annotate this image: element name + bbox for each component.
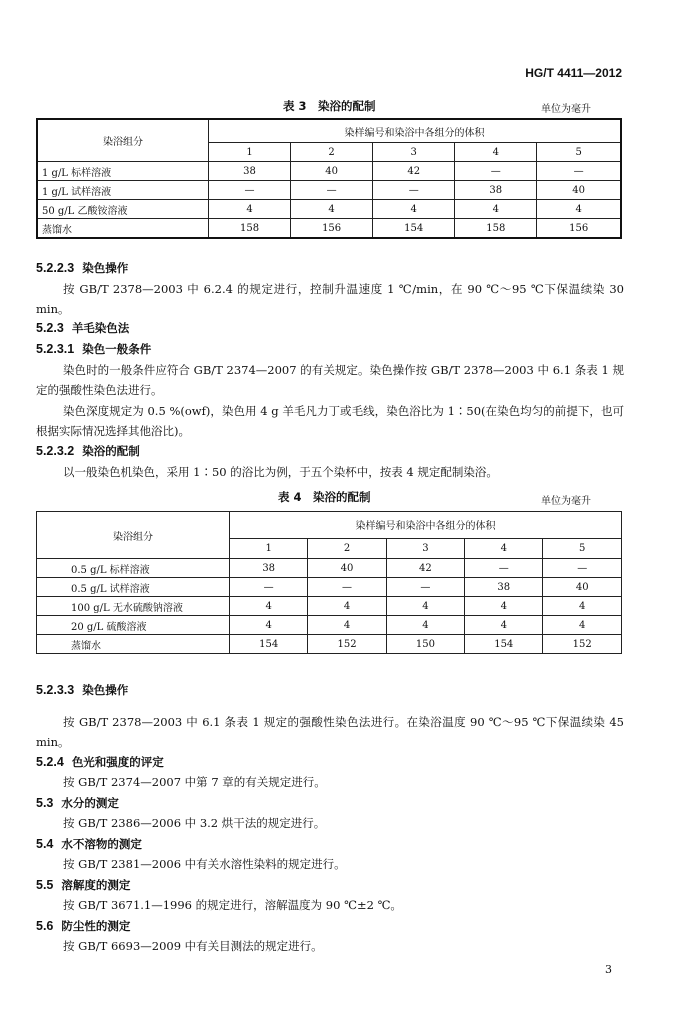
row-label: 1 g/L 标样溶液 bbox=[37, 162, 209, 181]
cell: 42 bbox=[386, 559, 464, 578]
cell: 4 bbox=[230, 616, 308, 635]
cell: 152 bbox=[308, 635, 386, 654]
paragraph: 按 GB/T 2378—2003 中 6.1 条表 1 规定的强酸性染色法进行。在染浴温度 90 ℃～95 ℃下保温续染 45 min。 bbox=[36, 715, 624, 749]
cell: 4 bbox=[373, 200, 455, 219]
section-number: 5.2.3.2 bbox=[36, 444, 75, 458]
cell: 38 bbox=[455, 181, 537, 200]
section-heading bbox=[36, 443, 140, 459]
section-number: 5.3 bbox=[36, 796, 54, 810]
section-title: 染浴的配制 bbox=[82, 444, 140, 458]
table-row bbox=[37, 200, 621, 219]
table-row bbox=[37, 219, 621, 239]
paragraph: 按 GB/T 3671.1—1996 的规定进行，溶解温度为 90 ℃±2 ℃。 bbox=[63, 898, 402, 912]
section-heading bbox=[36, 341, 151, 357]
table3-col-3: 3 bbox=[373, 143, 455, 162]
cell: 158 bbox=[209, 219, 291, 239]
cell: 158 bbox=[455, 219, 537, 239]
cell: — bbox=[291, 181, 373, 200]
cell: 152 bbox=[543, 635, 622, 654]
section-number: 5.2.4 bbox=[36, 755, 64, 769]
row-label: 0.5 g/L 试样溶液 bbox=[37, 578, 230, 597]
table4-group-header: 染样编号和染浴中各组分的体积 bbox=[230, 512, 622, 539]
section-number: 5.2.3 bbox=[36, 321, 64, 335]
section-heading bbox=[36, 260, 128, 276]
cell: 4 bbox=[465, 597, 543, 616]
section-title: 水不溶物的测定 bbox=[61, 837, 142, 851]
table3-unit: 单位为毫升 bbox=[541, 104, 591, 115]
table-row bbox=[37, 181, 621, 200]
cell: — bbox=[230, 578, 308, 597]
table4-unit: 单位为毫升 bbox=[541, 496, 591, 507]
section-number: 5.2.3.1 bbox=[36, 342, 75, 356]
section-heading bbox=[36, 754, 164, 770]
cell: 42 bbox=[373, 162, 455, 181]
cell: 38 bbox=[230, 559, 308, 578]
paragraph: 按 GB/T 6693—2009 中有关目测法的规定进行。 bbox=[63, 939, 323, 953]
cell: — bbox=[209, 181, 291, 200]
table-row bbox=[37, 559, 622, 578]
cell: — bbox=[386, 578, 464, 597]
cell: 4 bbox=[386, 597, 464, 616]
row-label: 20 g/L 硫酸溶液 bbox=[37, 616, 230, 635]
table3 bbox=[36, 118, 622, 239]
cell: 154 bbox=[465, 635, 543, 654]
paragraph: 按 GB/T 2386—2006 中 3.2 烘干法的规定进行。 bbox=[63, 816, 326, 830]
cell: — bbox=[455, 162, 537, 181]
table4-col-2: 2 bbox=[308, 538, 386, 558]
row-label: 蒸馏水 bbox=[37, 219, 209, 239]
section-title: 溶解度的测定 bbox=[61, 878, 131, 892]
paragraph: 按 GB/T 2381—2006 中有关水溶性染料的规定进行。 bbox=[63, 857, 346, 871]
section-number: 5.6 bbox=[36, 919, 54, 933]
table3-caption: 表 3 染浴的配制 bbox=[283, 99, 376, 113]
cell: 4 bbox=[455, 200, 537, 219]
table4-col-3: 3 bbox=[386, 538, 464, 558]
section-title: 染色操作 bbox=[82, 261, 129, 275]
table3-col-2: 2 bbox=[291, 143, 373, 162]
cell: 150 bbox=[386, 635, 464, 654]
table-row bbox=[37, 597, 622, 616]
section-heading bbox=[36, 877, 130, 893]
standard-code-header: HG/T 4411—2012 bbox=[525, 66, 622, 80]
paragraph: 以一般染色机染色，采用 1∶50 的浴比为例，于五个染杯中，按表 4 规定配制染浴。 bbox=[63, 465, 498, 479]
cell: 38 bbox=[209, 162, 291, 181]
section-heading bbox=[36, 320, 129, 336]
table4-row-header: 染浴组分 bbox=[37, 512, 230, 559]
section-title: 水分的测定 bbox=[61, 796, 119, 810]
paragraph: 染色深度规定为 0.5 %(owf)，染色用 4 g 羊毛凡力丁或毛线，染色浴比为 1∶50(在染色均匀的前提下，也可根据实际情况选择其他浴比)。 bbox=[36, 404, 624, 438]
section-number: 5.2.3.3 bbox=[36, 683, 75, 697]
section-title: 羊毛染色法 bbox=[71, 321, 130, 335]
cell: 156 bbox=[537, 219, 621, 239]
section-number: 5.5 bbox=[36, 878, 54, 892]
cell: 154 bbox=[230, 635, 308, 654]
cell: 4 bbox=[308, 616, 386, 635]
cell: 38 bbox=[465, 578, 543, 597]
cell: 40 bbox=[543, 578, 622, 597]
cell: 4 bbox=[543, 597, 622, 616]
cell: 4 bbox=[291, 200, 373, 219]
cell: — bbox=[373, 181, 455, 200]
cell: 40 bbox=[308, 559, 386, 578]
section-title: 色光和强度的评定 bbox=[71, 755, 164, 769]
table4 bbox=[36, 511, 622, 654]
cell: 40 bbox=[537, 181, 621, 200]
table3-group-header: 染样编号和染浴中各组分的体积 bbox=[209, 119, 622, 143]
cell: 40 bbox=[291, 162, 373, 181]
table3-row-header: 染浴组分 bbox=[37, 119, 209, 162]
paragraph: 按 GB/T 2378—2003 中 6.2.4 的规定进行，控制升温速度 1 ℃/min，在 90 ℃～95 ℃下保温续染 30 min。 bbox=[36, 282, 624, 316]
cell: 4 bbox=[209, 200, 291, 219]
table-row bbox=[37, 616, 622, 635]
section-number: 5.4 bbox=[36, 837, 54, 851]
row-label: 100 g/L 无水硫酸钠溶液 bbox=[37, 597, 230, 616]
table4-col-1: 1 bbox=[230, 538, 308, 558]
cell: — bbox=[543, 559, 622, 578]
cell: — bbox=[465, 559, 543, 578]
section-title: 染色一般条件 bbox=[82, 342, 152, 356]
table-row bbox=[37, 578, 622, 597]
table3-col-4: 4 bbox=[455, 143, 537, 162]
table4-caption: 表 4 染浴的配制 bbox=[278, 490, 371, 504]
section-heading bbox=[36, 682, 128, 698]
row-label: 0.5 g/L 标样溶液 bbox=[37, 559, 230, 578]
table3-col-1: 1 bbox=[209, 143, 291, 162]
section-title: 防尘性的测定 bbox=[61, 919, 131, 933]
cell: — bbox=[308, 578, 386, 597]
table-row bbox=[37, 635, 622, 654]
section-title: 染色操作 bbox=[82, 683, 129, 697]
section-number: 5.2.2.3 bbox=[36, 261, 75, 275]
cell: 4 bbox=[308, 597, 386, 616]
cell: 156 bbox=[291, 219, 373, 239]
paragraph: 染色时的一般条件应符合 GB/T 2374—2007 的有关规定。染色操作按 GB/T 2378—2003 中 6.1 条表 1 规定的强酸性染色法进行。 bbox=[36, 363, 624, 397]
table4-col-5: 5 bbox=[543, 538, 622, 558]
table-row bbox=[37, 162, 621, 181]
cell: 154 bbox=[373, 219, 455, 239]
table3-col-5: 5 bbox=[537, 143, 621, 162]
row-label: 蒸馏水 bbox=[37, 635, 230, 654]
cell: 4 bbox=[230, 597, 308, 616]
row-label: 50 g/L 乙酸铵溶液 bbox=[37, 200, 209, 219]
row-label: 1 g/L 试样溶液 bbox=[37, 181, 209, 200]
section-heading bbox=[36, 795, 119, 811]
cell: 4 bbox=[465, 616, 543, 635]
cell: 4 bbox=[386, 616, 464, 635]
paragraph: 按 GB/T 2374—2007 中第 7 章的有关规定进行。 bbox=[63, 775, 326, 789]
cell: 4 bbox=[537, 200, 621, 219]
section-heading bbox=[36, 836, 142, 852]
cell: 4 bbox=[543, 616, 622, 635]
page-number: 3 bbox=[605, 963, 612, 976]
cell: — bbox=[537, 162, 621, 181]
table4-col-4: 4 bbox=[465, 538, 543, 558]
section-heading bbox=[36, 918, 130, 934]
